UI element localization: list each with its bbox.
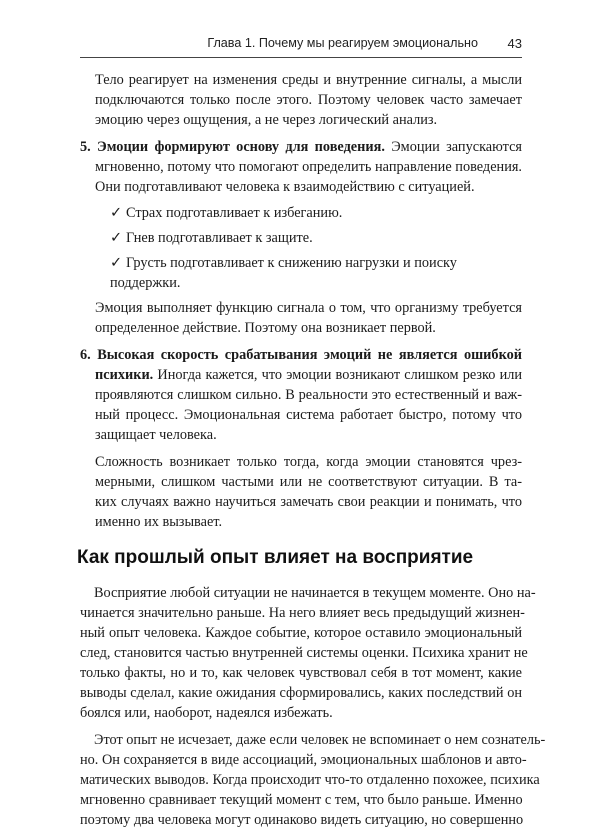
text-line: матических выводов. Когда происходит что-то отдаленно похожее, психика <box>80 772 540 788</box>
paragraph <box>95 298 522 338</box>
text-line: ный процесс. Эмоциональная система работает быстро, потому что <box>95 407 522 423</box>
text-line: определенное действие. Поэтому она возникает первой. <box>95 320 436 336</box>
text-line <box>80 345 522 365</box>
text-line: эмоцию через ощущения, а не через логический анализ. <box>95 112 438 128</box>
text-line: след, становится частью внутренней системы оценки. Психика хранит не <box>80 645 528 661</box>
paragraph <box>95 452 522 532</box>
list-item-6 <box>80 345 523 532</box>
text-run: Эмоции запускаются <box>384 139 522 155</box>
check-text: Гнев подготавливает к защите. <box>126 230 313 246</box>
text-line: мгновенно сравнивает текущий момент с тем, что было раньше. Именно <box>80 792 523 808</box>
text-line <box>80 137 522 157</box>
chapter-title: Глава 1. Почему мы реагируем эмоционально <box>207 36 478 50</box>
item-heading: Эмоции формируют основу для поведения. <box>97 139 385 155</box>
text-line: защищает человека. <box>95 427 217 443</box>
text-line <box>95 365 522 385</box>
check-item <box>110 253 522 293</box>
text-line: только факты, но и то, как человек чувствовал себя в тот момент, какие <box>80 665 522 681</box>
item-number: 5. <box>80 139 91 155</box>
text-line: Восприятие любой ситуации не начинается в текущем моменте. Оно на- <box>94 585 536 601</box>
paragraph-intro <box>95 70 522 130</box>
text-line: именно их вызывает. <box>95 514 223 530</box>
checkmark-icon: ✓ <box>110 230 122 246</box>
check-item <box>110 228 522 248</box>
text-line: поэтому два человека могут одинаково видеть ситуацию, но совершенно <box>80 812 524 828</box>
text-line: чинается значительно раньше. На него влияет весь предыдущий жизнен- <box>80 605 525 621</box>
check-text: Грусть подготавливает к снижению нагрузки и поиску поддержки. <box>110 255 457 291</box>
header-rule <box>80 57 522 58</box>
check-item <box>110 203 522 223</box>
text-line: Они подготавливают человека к взаимодействию с ситуацией. <box>95 179 475 195</box>
text-line: мгновенно, потому что помогают определить направление поведения. <box>95 159 522 175</box>
text-line: Эмоция выполняет функцию сигнала о том, что организму требуется <box>95 300 522 316</box>
text-line: мерными, слишком частыми или не соответствуют ситуации. В та- <box>95 474 522 490</box>
text-line: но. Он сохраняется в виде ассоциаций, эмоциональных шаблонов и авто- <box>80 752 527 768</box>
section-heading: Как прошлый опыт влияет на восприятие <box>77 547 474 568</box>
section-paragraph-1 <box>80 583 536 723</box>
text-line: подключаются только после этого. Поэтому человек часто замечает <box>95 92 522 108</box>
item-number: 6. <box>80 347 91 363</box>
text-line: Этот опыт не исчезает, даже если человек не вспоминает о нем сознатель- <box>94 732 546 748</box>
text-line: боялся или, наоборот, надеялся избежать. <box>80 705 333 721</box>
text-line: проявляются слишком сильно. В реальности это естественный и важ- <box>95 387 522 403</box>
text-run: Иногда кажется, что эмоции возникают слишком резко или <box>153 367 522 383</box>
text-line: ный опыт человека. Каждое событие, которое оставило эмоциональный <box>80 625 522 641</box>
page-body <box>77 70 546 830</box>
text-line: Тело реагирует на изменения среды и внутренние сигналы, а мысли <box>95 72 522 88</box>
checkmark-icon: ✓ <box>110 205 122 221</box>
text-line: Сложность возникает только тогда, когда эмоции становятся чрез- <box>95 454 522 470</box>
item-heading: Высокая скорость срабатывания эмоций не является ошибкой <box>97 347 523 363</box>
page-number: 43 <box>507 36 522 51</box>
checkmark-icon: ✓ <box>110 255 122 271</box>
item-heading-cont: психики. <box>95 367 154 383</box>
list-item-5 <box>80 137 522 338</box>
running-header <box>80 36 522 54</box>
text-line: выводы сделал, какие ожидания сформировались, каких последствий он <box>80 685 522 701</box>
text-line: ких случаях важно научиться замечать свои реакции и понимать, что <box>95 494 522 510</box>
section-paragraph-2 <box>80 730 546 830</box>
check-text: Страх подготавливает к избеганию. <box>126 205 343 221</box>
